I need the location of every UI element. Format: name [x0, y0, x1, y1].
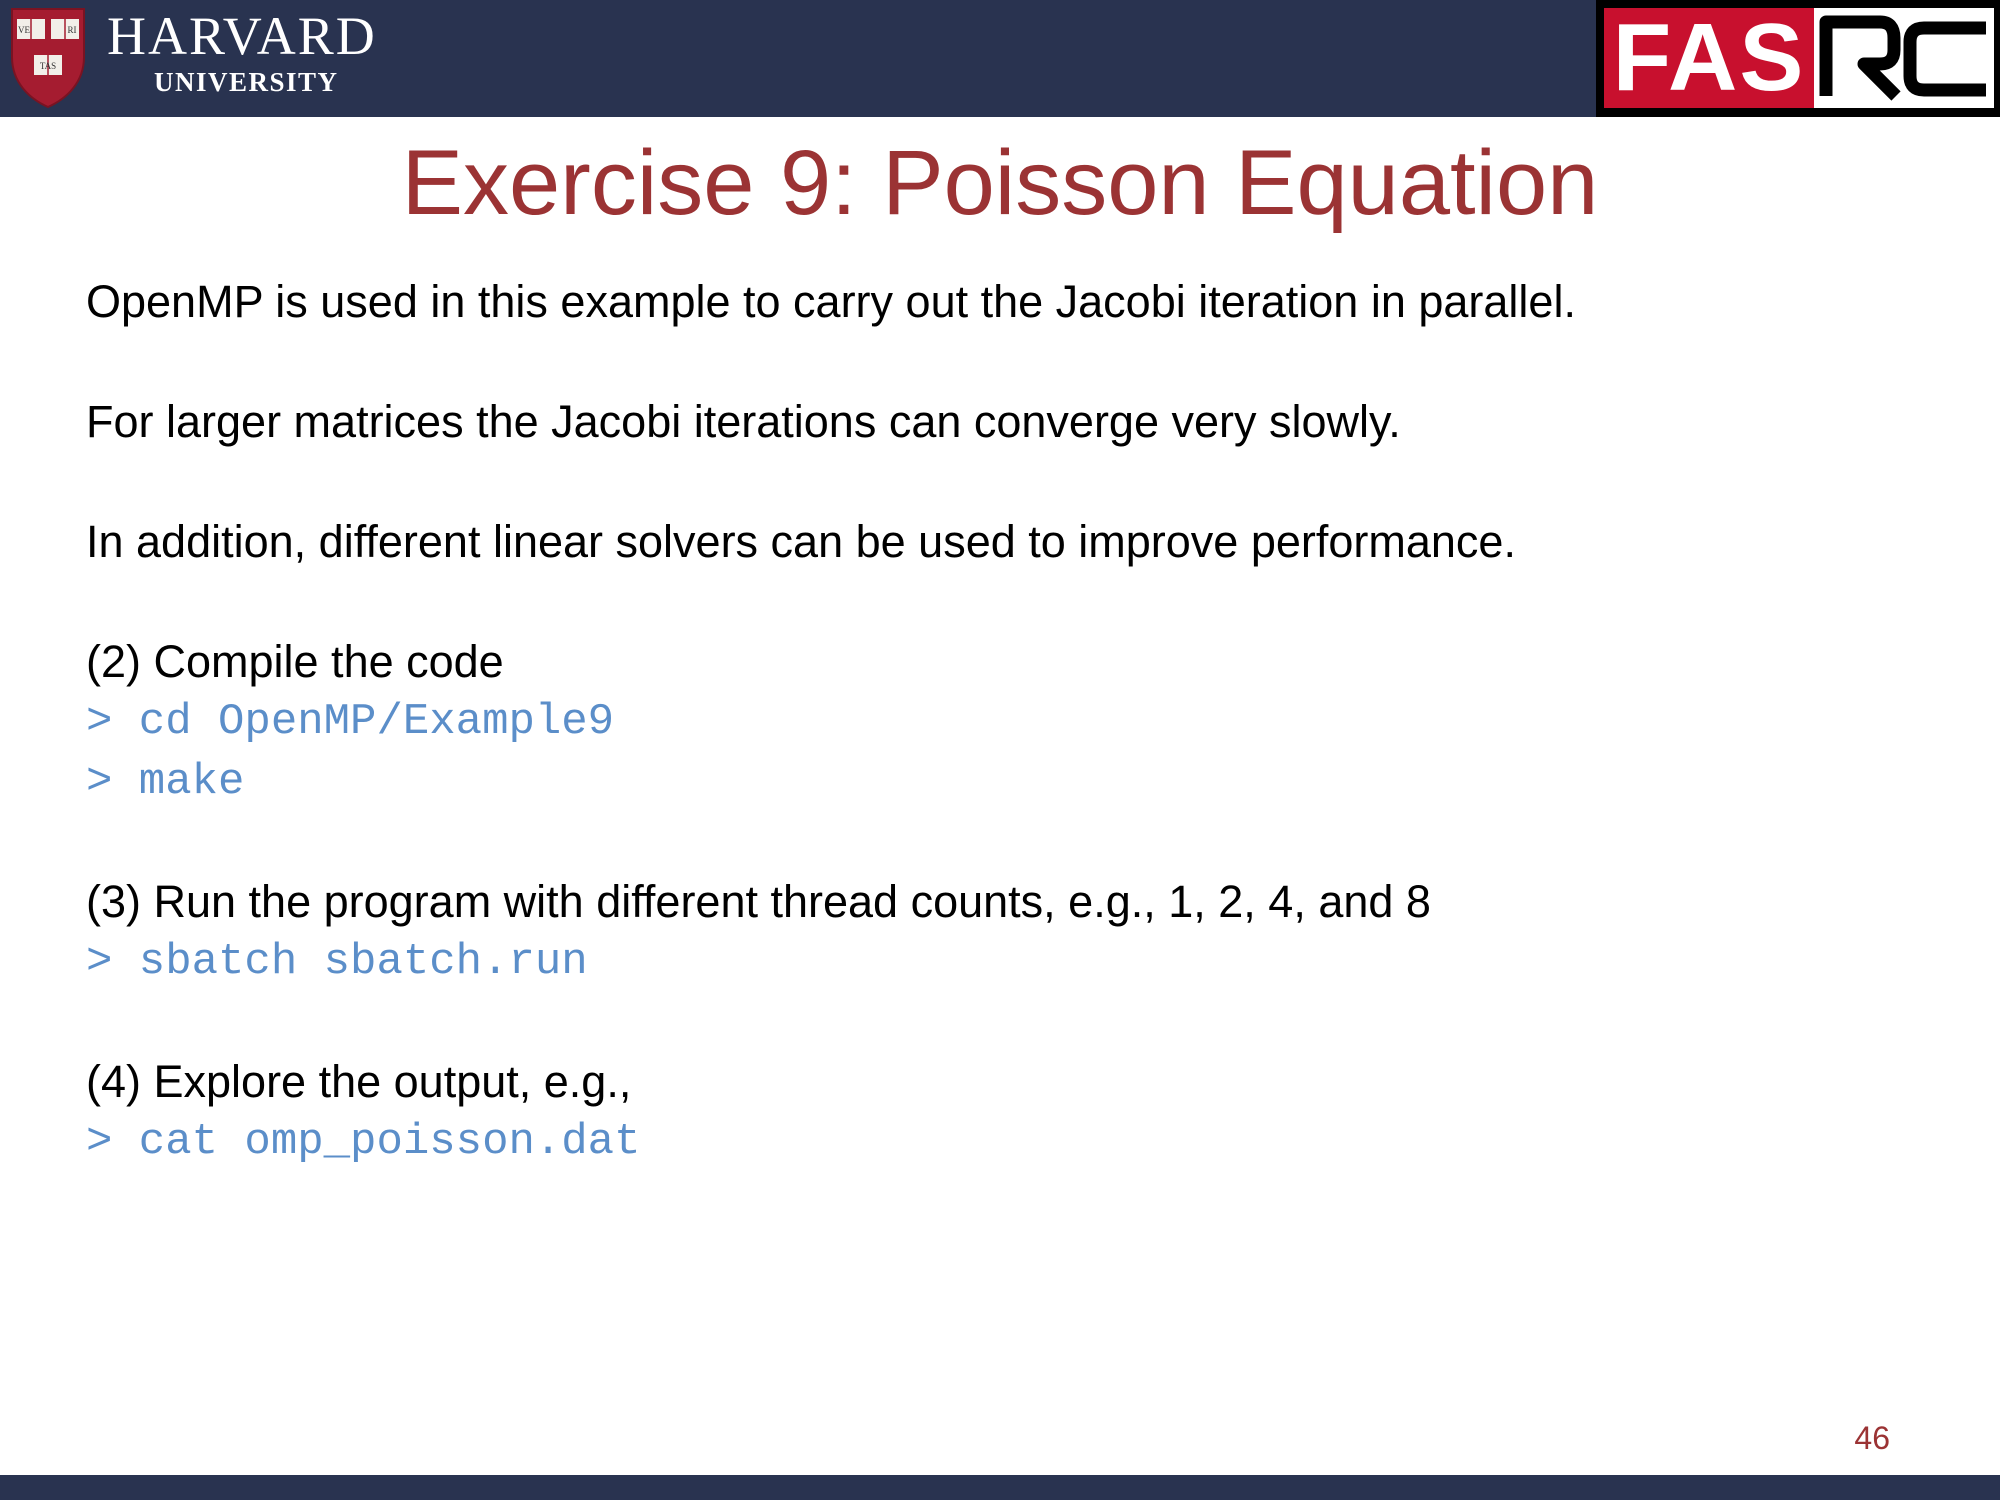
- harvard-wordmark: HARVARD: [107, 6, 377, 66]
- fasrc-logo-rc-panel: [1814, 8, 1994, 108]
- step-run-label: (3) Run the program with different thread counts, e.g., 1, 2, 4, and 8: [86, 876, 1431, 927]
- slide-title: Exercise 9: Poisson Equation: [401, 132, 1599, 234]
- shield-motto-2: RI: [67, 25, 77, 35]
- command-sbatch: > sbatch sbatch.run: [86, 937, 588, 987]
- shield-motto-3: TAS: [39, 61, 57, 71]
- command-cat: > cat omp_poisson.dat: [86, 1117, 641, 1167]
- command-cd: > cd OpenMP/Example9: [86, 697, 615, 747]
- header-band: [0, 0, 2000, 117]
- shield-motto-1: VE: [18, 25, 30, 35]
- paragraph-openmp: OpenMP is used in this example to carry out the Jacobi iteration in parallel.: [86, 276, 1576, 327]
- fasrc-logo-fas: FAS: [1604, 8, 1814, 108]
- step-explore-label: (4) Explore the output, e.g.,: [86, 1056, 632, 1107]
- harvard-shield-icon: [8, 5, 88, 109]
- fasrc-rc-glyphs-icon: [1814, 8, 1994, 108]
- command-make: > make: [86, 757, 245, 807]
- footer-band: [0, 1475, 2000, 1500]
- university-wordmark: UNIVERSITY: [154, 67, 339, 97]
- page-number: 46: [1854, 1420, 1890, 1456]
- paragraph-solvers: In addition, different linear solvers can be used to improve performance.: [86, 516, 1516, 567]
- fasrc-logo-rc-text: RC: [1904, 105, 1906, 106]
- step-compile-label: (2) Compile the code: [86, 636, 504, 687]
- paragraph-convergence: For larger matrices the Jacobi iterations can converge very slowly.: [86, 396, 1401, 447]
- fasrc-logo: [1596, 0, 2000, 117]
